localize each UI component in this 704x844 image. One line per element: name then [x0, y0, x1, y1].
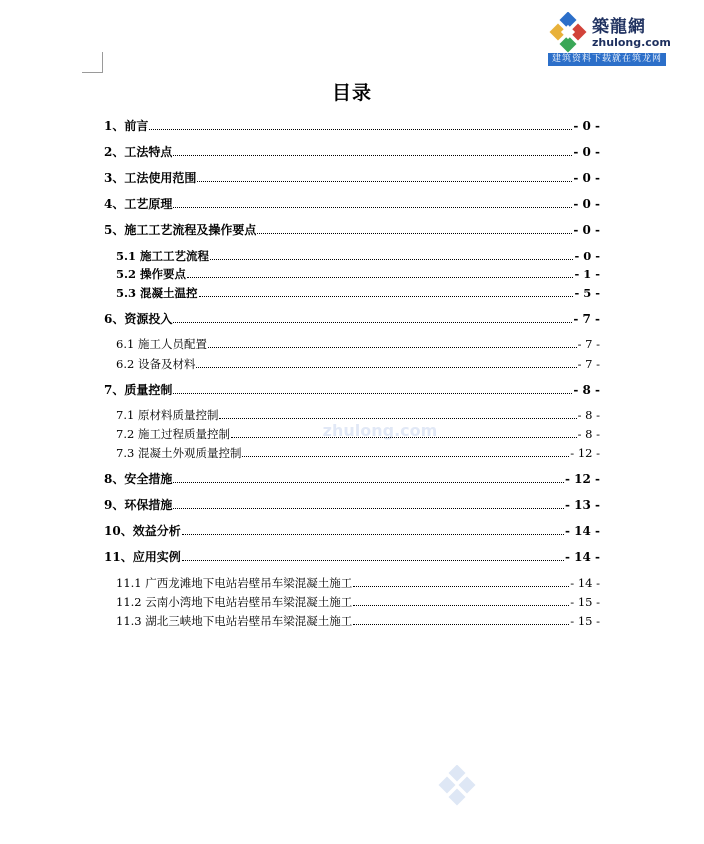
- toc-leader-dots: [182, 534, 564, 535]
- toc-entry-page: - 8 -: [577, 427, 600, 441]
- toc-entry-page: - 0 -: [573, 119, 600, 133]
- toc-leader-dots: [182, 560, 564, 561]
- toc-entry-label: 5.1 施工工艺流程: [116, 249, 210, 263]
- toc-entry-page: - 1 -: [574, 267, 600, 281]
- toc-entry-page: - 7 -: [577, 337, 600, 351]
- toc-entry-page: - 13 -: [564, 498, 600, 512]
- toc-leader-dots: [197, 181, 572, 182]
- toc-leader-dots: [173, 393, 572, 394]
- watermark-domain: zhulong.com: [322, 421, 438, 440]
- toc-leader-dots: [173, 508, 564, 509]
- toc-entry[interactable]: [104, 382, 600, 397]
- toc-entry-label: 7.2 施工过程质量控制: [116, 427, 230, 441]
- toc-entry-label: 5.2 操作要点: [116, 267, 187, 281]
- toc-entry-label: 6.2 设备及材料: [116, 357, 196, 371]
- toc-leader-dots: [231, 437, 577, 438]
- toc-entry-label: 1、前言: [104, 119, 149, 133]
- logo-domain: zhulong.com: [592, 36, 671, 49]
- toc-entry-label: 11.2 云南小湾地下电站岩壁吊车梁混凝土施工: [116, 595, 353, 609]
- toc-entry-label: 4、工艺原理: [104, 197, 173, 211]
- zhulong-logo: [548, 10, 671, 66]
- toc-subentry[interactable]: [116, 426, 600, 441]
- toc-leader-dots: [353, 586, 569, 587]
- toc-entry-label: 8、安全措施: [104, 472, 173, 486]
- toc-entry[interactable]: [104, 222, 600, 237]
- toc-leader-dots: [196, 367, 576, 368]
- toc-entry[interactable]: [104, 523, 600, 538]
- toc-subentry[interactable]: [116, 575, 600, 590]
- toc-leader-dots: [242, 456, 569, 457]
- toc-entry[interactable]: [104, 196, 600, 211]
- toc-entry-label: 7.3 混凝土外观质量控制: [116, 446, 242, 460]
- toc-entry-label: 3、工法使用范围: [104, 171, 197, 185]
- toc-subentry[interactable]: [116, 594, 600, 609]
- toc-leader-dots: [173, 155, 572, 156]
- toc-entry[interactable]: [104, 170, 600, 185]
- toc-subentry[interactable]: [116, 336, 600, 351]
- toc-entry-page: - 0 -: [573, 145, 600, 159]
- toc-entry-page: - 0 -: [573, 171, 600, 185]
- toc-entry-page: - 8 -: [577, 408, 600, 422]
- toc-subentry[interactable]: [116, 407, 600, 422]
- watermark-logo-icon: [437, 765, 479, 807]
- toc-leader-dots: [219, 418, 576, 419]
- toc-entry-page: - 14 -: [570, 576, 600, 590]
- toc-leader-dots: [173, 322, 572, 323]
- toc-entry-label: 6.1 施工人员配置: [116, 337, 207, 351]
- toc-entry-page: - 5 -: [574, 286, 600, 300]
- toc-leader-dots: [149, 129, 572, 130]
- toc-entry[interactable]: [104, 549, 600, 564]
- toc-entry-page: - 0 -: [574, 249, 600, 263]
- toc-entry-label: 11、应用实例: [104, 550, 181, 564]
- page-corner-mark: [82, 52, 103, 73]
- toc-entry-label: 5.3 混凝土温控: [116, 286, 198, 300]
- toc-leader-dots: [173, 482, 564, 483]
- toc-entry-label: 5、施工工艺流程及操作要点: [104, 223, 257, 237]
- toc-leader-dots: [187, 277, 573, 278]
- toc-subentry[interactable]: [116, 613, 600, 628]
- toc-entry[interactable]: [104, 497, 600, 512]
- toc-entry-page: - 15 -: [570, 595, 600, 609]
- toc-entry-page: - 14 -: [564, 550, 600, 564]
- toc-entry-page: - 0 -: [573, 223, 600, 237]
- toc-leader-dots: [257, 233, 572, 234]
- toc-leader-dots: [199, 296, 574, 297]
- toc-entry[interactable]: [104, 144, 600, 159]
- toc-entry-page: - 7 -: [577, 357, 600, 371]
- toc-entry-label: 6、资源投入: [104, 312, 173, 326]
- toc-leader-dots: [210, 259, 573, 260]
- toc-entry-label: 11.3 湖北三峡地下电站岩壁吊车梁混凝土施工: [116, 614, 353, 628]
- logo-diamond-icon: [548, 12, 590, 54]
- toc-entry-page: - 7 -: [573, 312, 600, 326]
- toc-entry-label: 11.1 广西龙滩地下电站岩壁吊车梁混凝土施工: [116, 576, 353, 590]
- toc-entry[interactable]: [104, 471, 600, 486]
- toc-entry-page: - 0 -: [573, 197, 600, 211]
- toc-subentry[interactable]: [116, 266, 600, 281]
- toc-entry-label: 7.1 原材料质量控制: [116, 408, 219, 422]
- toc-subentry[interactable]: [116, 356, 600, 371]
- toc-entry-page: - 8 -: [573, 383, 600, 397]
- toc-leader-dots: [173, 207, 572, 208]
- toc-entry-page: - 12 -: [564, 472, 600, 486]
- toc-subentry[interactable]: [116, 248, 600, 263]
- toc-subentry[interactable]: [116, 285, 600, 300]
- toc-entry-page: - 15 -: [570, 614, 600, 628]
- toc-entry-page: - 12 -: [570, 446, 600, 460]
- toc-entry-label: 9、环保措施: [104, 498, 173, 512]
- toc-entry-label: 7、质量控制: [104, 383, 173, 397]
- toc-entry-page: - 14 -: [564, 524, 600, 538]
- toc-entry[interactable]: [104, 311, 600, 326]
- logo-banner: 建筑资料下载就在筑龙网: [548, 53, 666, 66]
- toc-leader-dots: [353, 624, 569, 625]
- logo-name: 築龍網: [592, 17, 646, 37]
- toc-title: 目录: [331, 82, 372, 104]
- toc-leader-dots: [353, 605, 569, 606]
- toc-entry[interactable]: [104, 118, 600, 133]
- toc-entry-label: 2、工法特点: [104, 145, 173, 159]
- toc-entry-label: 10、效益分析: [104, 524, 181, 538]
- toc-subentry[interactable]: [116, 445, 600, 460]
- toc-leader-dots: [208, 347, 577, 348]
